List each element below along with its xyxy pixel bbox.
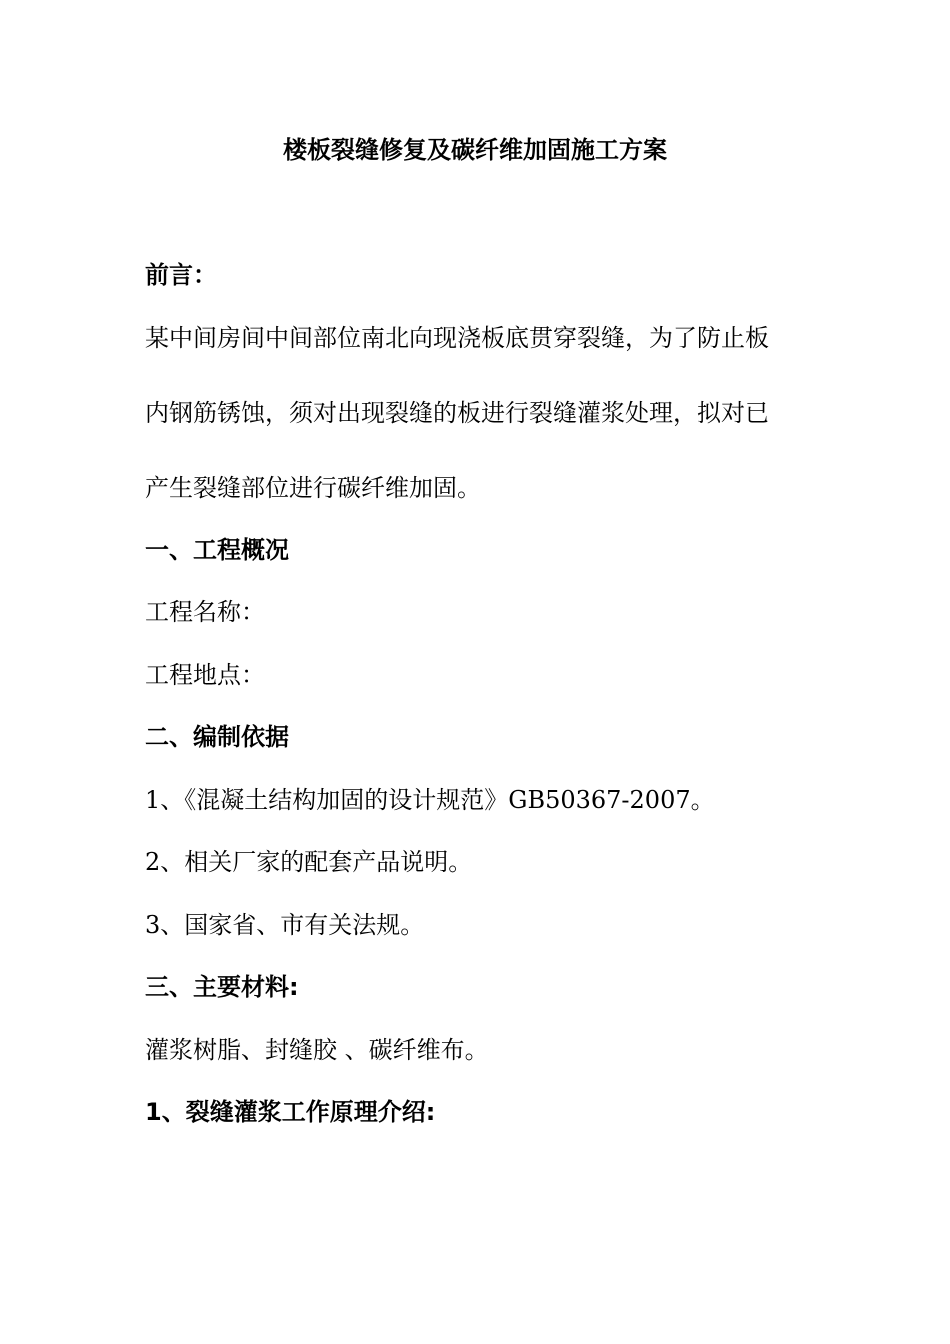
section-2-heading: 二、编制依据 (145, 723, 289, 751)
preface-line-2: 内钢筋锈蚀，须对出现裂缝的板进行裂缝灌浆处理，拟对已 (145, 399, 769, 427)
materials-list: 灌浆树脂、封缝胶 、碳纤维布。 (145, 1036, 489, 1064)
project-name-label: 工程名称： (145, 598, 265, 626)
section-1-heading: 一、工程概况 (145, 536, 289, 564)
basis-item-2: 2、相关厂家的配套产品说明。 (145, 848, 473, 876)
section-3-heading: 三、主要材料: (145, 973, 299, 1001)
project-location-label: 工程地点： (145, 661, 265, 689)
preface-line-3: 产生裂缝部位进行碳纤维加固。 (145, 474, 481, 502)
document-title: 楼板裂缝修复及碳纤维加固施工方案 (283, 136, 667, 164)
subsection-1-heading: 1、裂缝灌浆工作原理介绍: (145, 1098, 436, 1126)
basis-item-3: 3、国家省、市有关法规。 (145, 911, 425, 939)
preface-line-1: 某中间房间中间部位南北向现浇板底贯穿裂缝，为了防止板 (145, 324, 769, 352)
basis-item-1: 1、《混凝土结构加固的设计规范》GB50367-2007。 (145, 786, 715, 814)
preface-heading: 前言： (145, 261, 217, 289)
